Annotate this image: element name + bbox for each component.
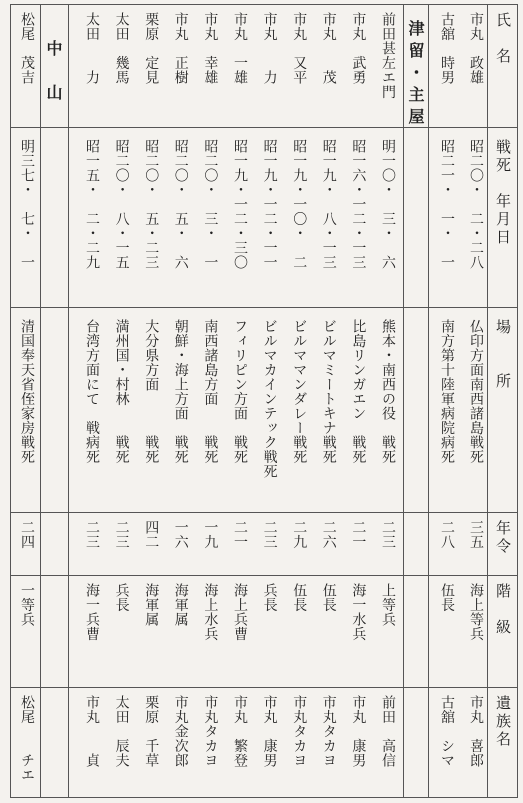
cell-rank: 上等兵 [380,583,396,627]
horizontal-rule [10,575,518,576]
cell-date: 昭一五・ 二・二九 [84,139,100,270]
cell-age: 一六 [172,520,189,549]
cell-family: 市丸 繁登 [232,695,248,768]
header-date: 戦死 年月日 [494,139,512,247]
cell-family: 市丸タカヨ [202,695,219,768]
cell-age: 二四 [19,520,35,549]
horizontal-rule [10,687,518,688]
cell-rank: 海軍属 [172,583,189,627]
cell-place: フィリピン方面 戦死 [232,319,248,464]
cell-age: 一九 [202,520,219,549]
cell-date: 明三七・ 七・ 一 [19,139,35,270]
cell-age: 二八 [439,520,455,549]
cell-name: 市丸 正樹 [172,12,189,85]
cell-rank: 伍長 [439,583,455,612]
cell-age: 三五 [468,520,484,549]
cell-name: 古舘 時男 [439,12,455,85]
cell-date: 昭一九・一〇・ 二 [291,139,308,270]
cell-rank: 兵長 [261,583,278,612]
vertical-rule [517,4,518,797]
cell-date: 昭二〇・ 三・ 一 [202,139,219,270]
cell-place: ビルママンダレー戦死 [291,319,308,464]
cell-rank: 伍長 [291,583,308,612]
cell-place: 朝鮮・海上方面 戦死 [172,319,189,464]
cell-age: 二九 [291,520,308,549]
cell-place: 満州国・村林 戦死 [113,319,130,464]
cell-family: 市丸タカヨ [291,695,308,768]
vertical-rule [10,4,11,797]
cell-date: 昭二〇・ 五・二三 [143,139,160,270]
cell-place: ビルマミートキナ戦死 [320,319,337,464]
cell-rank: 伍長 [320,583,337,612]
cell-age: 二六 [320,520,337,549]
horizontal-rule [10,4,518,5]
cell-date: 明一〇・ 三・ 六 [380,139,396,270]
vertical-rule [40,4,41,797]
cell-family: 市丸金次郎 [172,695,189,768]
cell-date: 昭一九・一二・一一 [261,139,278,270]
horizontal-rule [10,307,518,308]
cell-date: 昭一六・一二・一三 [350,139,367,270]
vertical-rule [68,4,69,797]
cell-name: 松尾 茂吉 [19,12,35,85]
cell-rank: 海一兵曹 [84,583,100,641]
vertical-rule [487,4,488,797]
cell-family: 古舘 シマ [439,695,455,768]
cell-rank: 海上水兵 [202,583,219,641]
cell-place: 南西諸島方面 戦死 [202,319,219,464]
cell-name: 市丸 力 [261,12,278,85]
cell-place: 南方第十陸軍病院病死 [439,319,455,464]
horizontal-rule [10,797,518,798]
header-name: 氏 名 [494,12,512,66]
cell-family: 前田 高信 [380,695,396,768]
cell-family: 市丸 康男 [350,695,367,768]
cell-place: ビルマカインテック戦死 [261,319,278,479]
cell-family: 松尾 チエ [19,695,35,782]
cell-age: 二三 [380,520,396,549]
cell-place: 台湾方面にて 戦病死 [84,319,100,464]
cell-rank: 海上兵曹 [232,583,248,641]
cell-family: 市丸 康男 [261,695,278,768]
cell-name: 市丸 茂 [320,12,337,85]
vertical-rule [428,4,429,797]
cell-name: 市丸 幸雄 [202,12,219,85]
header-place: 場 所 [494,319,512,391]
cell-name: 前田甚左エ門 [380,12,396,99]
horizontal-rule [10,512,518,513]
cell-date: 昭一九・一二・三〇 [232,139,248,270]
cell-family: 市丸 喜郎 [468,695,484,768]
cell-place: 大分県方面 戦死 [143,319,160,464]
cell-rank: 一等兵 [19,583,35,627]
cell-name: 市丸 武勇 [350,12,367,85]
cell-name: 太田 幾馬 [113,12,130,85]
cell-rank: 海軍属 [143,583,160,627]
header-family: 遺族名 [494,695,512,749]
cell-age: 二一 [350,520,367,549]
cell-place: 仏印方面南西諸島戦死 [468,319,484,464]
cell-place: 清国奉天省侄家房戦死 [19,319,35,464]
cell-name: 栗原 定見 [143,12,160,85]
section-title-tsuru-omoya: 津留・主屋 [406,20,425,130]
cell-date: 昭二〇・ 五・ 六 [172,139,189,270]
cell-name: 太田 力 [84,12,100,85]
cell-age: 四二 [143,520,160,549]
cell-family: 太田 辰夫 [113,695,130,768]
cell-rank: 海一水兵 [350,583,367,641]
cell-date: 昭二一・ 一・ 一 [439,139,455,270]
header-age: 年令 [494,520,512,556]
cell-age: 二三 [84,520,100,549]
cell-family: 栗原 千草 [143,695,160,768]
cell-place: 熊本・南西の役 戦死 [380,319,396,464]
cell-name: 市丸 一雄 [232,12,248,85]
cell-age: 二三 [261,520,278,549]
cell-name: 市丸 又平 [291,12,308,85]
cell-date: 昭二〇・ 八・一五 [113,139,130,270]
cell-rank: 海上等兵 [468,583,484,641]
cell-date: 昭一九・ 八・一三 [320,139,337,270]
cell-family: 市丸タカヨ [320,695,337,768]
cell-rank: 兵長 [113,583,130,612]
cell-age: 二三 [113,520,130,549]
cell-name: 市丸 政雄 [468,12,484,85]
header-rank: 階 級 [494,583,512,637]
cell-age: 二一 [232,520,248,549]
cell-date: 昭二〇・ 二・二八 [468,139,484,270]
cell-family: 市丸 貞 [84,695,100,768]
section-title-nakayama: 中 山 [44,40,63,106]
cell-place: 比島リンガエン 戦死 [350,319,367,464]
horizontal-rule [10,127,518,128]
